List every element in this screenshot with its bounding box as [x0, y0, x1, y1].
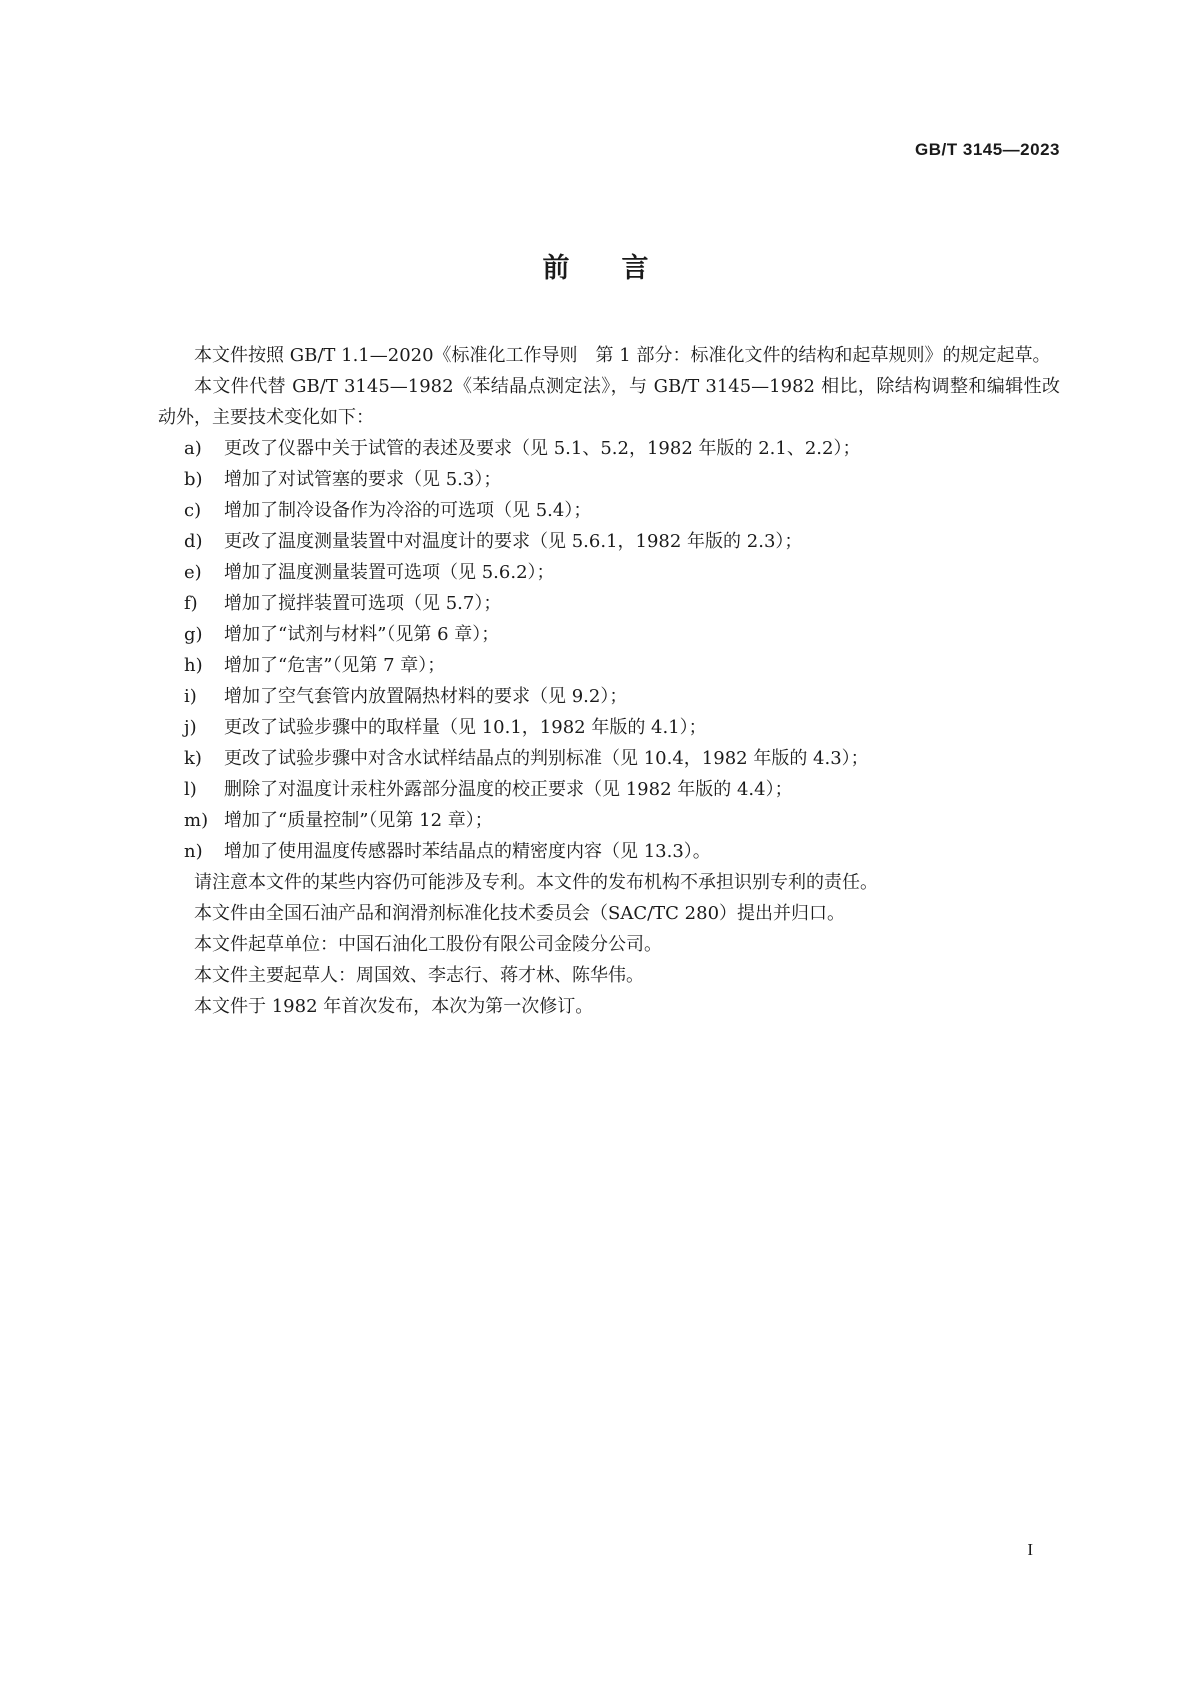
- list-item-text: 删除了对温度计汞柱外露部分温度的校正要求（见 1982 年版的 4.4）；: [224, 779, 793, 800]
- paragraph-replacement: 本文件代替 GB/T 3145—1982《苯结晶点测定法》，与 GB/T 3145—1982 相比，除结构调整和编辑性改动外，主要技术变化如下：: [158, 376, 1060, 428]
- list-marker: c): [184, 500, 202, 521]
- list-marker: f): [184, 593, 198, 614]
- list-item: [158, 526, 1060, 557]
- paragraph-history: 本文件于 1982 年首次发布，本次为第一次修订。: [194, 996, 594, 1017]
- list-item: [158, 681, 1060, 712]
- list-marker: n): [184, 841, 203, 862]
- list-marker: e): [184, 562, 202, 583]
- list-item: [158, 836, 1060, 867]
- list-item: [158, 774, 1060, 805]
- list-item-text: 增加了空气套管内放置隔热材料的要求（见 9.2）；: [224, 686, 628, 707]
- foreword-body: [158, 340, 1060, 1022]
- list-marker: k): [184, 748, 202, 769]
- list-item: [158, 712, 1060, 743]
- page-title: 前言: [542, 253, 701, 284]
- technical-changes-list: [158, 433, 1060, 867]
- list-item: [158, 588, 1060, 619]
- list-item: [158, 557, 1060, 588]
- list-marker: l): [184, 779, 197, 800]
- list-item-text: 增加了“质量控制”（见第 12 章）；: [224, 810, 493, 831]
- list-item: [158, 743, 1060, 774]
- list-item-text: 增加了搅拌装置可选项（见 5.7）；: [224, 593, 502, 614]
- paragraph-patent-notice: 请注意本文件的某些内容仍可能涉及专利。本文件的发布机构不承担识别专利的责任。: [194, 872, 878, 893]
- list-item-text: 增加了对试管塞的要求（见 5.3）；: [224, 469, 502, 490]
- list-item-text: 增加了制冷设备作为冷浴的可选项（见 5.4）；: [224, 500, 592, 521]
- list-item: [158, 495, 1060, 526]
- list-marker: j): [184, 717, 197, 738]
- list-item-text: 更改了温度测量装置中对温度计的要求（见 5.6.1，1982 年版的 2.3）；: [224, 531, 803, 552]
- list-item: [158, 464, 1060, 495]
- paragraph-proposer: 本文件由全国石油产品和润滑剂标准化技术委员会（SAC/TC 280）提出并归口。: [194, 903, 846, 924]
- list-item-text: 增加了温度测量装置可选项（见 5.6.2）；: [224, 562, 555, 583]
- standard-code: GB/T 3145—2023: [915, 140, 1060, 159]
- list-item-text: 增加了“试剂与材料”（见第 6 章）；: [224, 624, 500, 645]
- list-item-text: 增加了“危害”（见第 7 章）；: [224, 655, 446, 676]
- list-item-text: 更改了仪器中关于试管的表述及要求（见 5.1、5.2，1982 年版的 2.1、2.2）；: [224, 438, 861, 459]
- paragraph-drafting-unit: 本文件起草单位：中国石油化工股份有限公司金陵分公司。: [194, 934, 662, 955]
- list-item-text: 更改了试验步骤中对含水试样结晶点的判别标准（见 10.4，1982 年版的 4.3）；: [224, 748, 869, 769]
- list-marker: m): [184, 810, 209, 831]
- list-item: [158, 650, 1060, 681]
- list-item: [158, 805, 1060, 836]
- list-item: [158, 619, 1060, 650]
- list-item-text: 更改了试验步骤中的取样量（见 10.1，1982 年版的 4.1）；: [224, 717, 707, 738]
- list-marker: h): [184, 655, 203, 676]
- list-marker: i): [184, 686, 197, 707]
- list-item: [158, 433, 1060, 464]
- paragraph-drafting-rules: 本文件按照 GB/T 1.1—2020《标准化工作导则 第 1 部分：标准化文件的结构和起草规则》的规定起草。: [194, 345, 1051, 366]
- list-item-text: 增加了使用温度传感器时苯结晶点的精密度内容（见 13.3）。: [224, 841, 711, 862]
- list-marker: g): [184, 624, 203, 645]
- list-marker: d): [184, 531, 203, 552]
- list-marker: b): [184, 469, 203, 490]
- list-marker: a): [184, 438, 202, 459]
- paragraph-drafters: 本文件主要起草人：周国效、李志行、蒋才林、陈华伟。: [194, 965, 644, 986]
- page-number: I: [1027, 1540, 1033, 1559]
